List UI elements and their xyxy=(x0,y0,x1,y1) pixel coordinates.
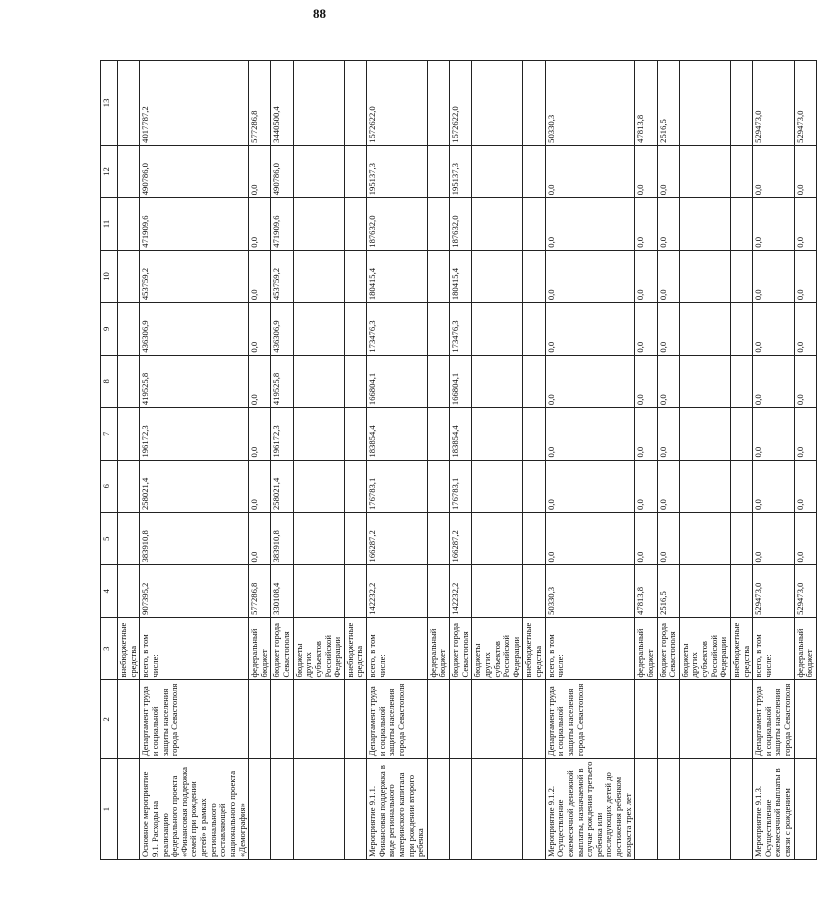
amount-cell: 0,0 xyxy=(657,198,679,250)
table-row xyxy=(472,61,523,860)
amount-cell: 176783,1 xyxy=(367,460,428,512)
amount-cell xyxy=(523,250,545,302)
amount-cell: 0,0 xyxy=(657,250,679,302)
funding-source-cell: федеральный бюджет xyxy=(427,617,449,680)
amount-cell xyxy=(293,460,344,512)
amount-cell xyxy=(679,512,730,564)
amount-cell: 183854,4 xyxy=(450,408,472,460)
measure-name-cell xyxy=(427,759,449,860)
amount-cell: 173476,3 xyxy=(450,303,472,355)
table-row xyxy=(271,61,293,860)
amount-cell xyxy=(523,303,545,355)
executor-cell: Департамент труда и социальной защиты населения города Севастополя xyxy=(367,680,428,759)
table-body xyxy=(118,61,817,860)
column-header: 8 xyxy=(101,355,118,407)
amount-cell: 258021,4 xyxy=(140,460,249,512)
amount-cell xyxy=(118,355,140,407)
table-row xyxy=(657,61,679,860)
amount-cell: 383910,8 xyxy=(271,512,293,564)
amount-cell: 0,0 xyxy=(794,460,816,512)
measure-name-cell xyxy=(635,759,657,860)
table-row xyxy=(293,61,344,860)
measure-name-cell xyxy=(249,759,271,860)
amount-cell: 176783,1 xyxy=(450,460,472,512)
amount-cell xyxy=(730,565,752,617)
amount-cell xyxy=(472,250,523,302)
amount-cell xyxy=(472,61,523,146)
amount-cell xyxy=(427,460,449,512)
amount-cell xyxy=(730,512,752,564)
amount-cell: 0,0 xyxy=(249,512,271,564)
funding-source-cell: внебюджетные средства xyxy=(118,617,140,680)
amount-cell xyxy=(118,565,140,617)
amount-cell xyxy=(730,303,752,355)
amount-cell: 383910,8 xyxy=(140,512,249,564)
amount-cell xyxy=(293,512,344,564)
amount-cell: 529473,0 xyxy=(753,565,795,617)
measure-name-cell xyxy=(730,759,752,860)
amount-cell xyxy=(293,303,344,355)
column-header: 11 xyxy=(101,198,118,250)
amount-cell xyxy=(118,145,140,197)
page-number: 88 xyxy=(313,6,326,21)
amount-cell: 0,0 xyxy=(545,250,635,302)
column-header: 3 xyxy=(101,617,118,680)
amount-cell: 166804,1 xyxy=(450,355,472,407)
column-header: 6 xyxy=(101,460,118,512)
amount-cell xyxy=(472,198,523,250)
funding-source-cell: бюджет города Севастополя xyxy=(450,617,472,680)
amount-cell xyxy=(118,512,140,564)
amount-cell: 2516,5 xyxy=(657,565,679,617)
column-header: 4 xyxy=(101,565,118,617)
amount-cell xyxy=(293,355,344,407)
rotated-table-container xyxy=(100,60,815,860)
amount-cell xyxy=(427,303,449,355)
amount-cell: 0,0 xyxy=(545,145,635,197)
amount-cell: 490786,0 xyxy=(140,145,249,197)
amount-cell xyxy=(427,198,449,250)
measure-name-cell xyxy=(523,759,545,860)
amount-cell: 529473,0 xyxy=(794,565,816,617)
amount-cell: 196172,3 xyxy=(271,408,293,460)
amount-cell: 0,0 xyxy=(545,408,635,460)
column-header: 1 xyxy=(101,759,118,860)
amount-cell: 0,0 xyxy=(249,250,271,302)
measure-name-cell: Мероприятие 9.1.1. Финансовая поддержка в виде регионального материнского капитала при рождении второго ребенка xyxy=(367,759,428,860)
amount-cell xyxy=(293,198,344,250)
amount-cell xyxy=(293,565,344,617)
amount-cell xyxy=(523,512,545,564)
amount-cell: 907395,2 xyxy=(140,565,249,617)
amount-cell: 0,0 xyxy=(635,460,657,512)
amount-cell xyxy=(118,408,140,460)
amount-cell xyxy=(293,250,344,302)
column-header: 13 xyxy=(101,61,118,146)
amount-cell: 529473,0 xyxy=(753,61,795,146)
amount-cell xyxy=(523,198,545,250)
amount-cell: 47813,8 xyxy=(635,61,657,146)
amount-cell: 0,0 xyxy=(635,145,657,197)
amount-cell xyxy=(730,198,752,250)
funding-source-cell: всего, в том числе: xyxy=(367,617,428,680)
funding-source-cell: бюджет города Севастополя xyxy=(657,617,679,680)
budget-table xyxy=(100,60,817,860)
amount-cell: 0,0 xyxy=(657,303,679,355)
amount-cell xyxy=(427,61,449,146)
amount-cell: 187632,0 xyxy=(367,198,428,250)
amount-cell xyxy=(293,408,344,460)
table-row xyxy=(344,61,366,860)
amount-cell: 50330,3 xyxy=(545,565,635,617)
table-row xyxy=(753,61,795,860)
amount-cell: 0,0 xyxy=(794,250,816,302)
amount-cell: 196172,3 xyxy=(140,408,249,460)
amount-cell xyxy=(344,355,366,407)
measure-name-cell xyxy=(657,759,679,860)
amount-cell xyxy=(118,198,140,250)
amount-cell: 436306,9 xyxy=(140,303,249,355)
funding-source-cell: бюджеты других субъектов Российской Федерации xyxy=(679,617,730,680)
table-row xyxy=(635,61,657,860)
amount-cell xyxy=(472,303,523,355)
amount-cell: 0,0 xyxy=(249,303,271,355)
amount-cell xyxy=(118,250,140,302)
header-row xyxy=(101,61,118,860)
table-row xyxy=(140,61,249,860)
amount-cell: 180415,4 xyxy=(450,250,472,302)
table-row xyxy=(523,61,545,860)
column-header: 5 xyxy=(101,512,118,564)
amount-cell: 2516,5 xyxy=(657,61,679,146)
amount-cell: 142232,2 xyxy=(367,565,428,617)
table-row xyxy=(794,61,816,860)
amount-cell: 166804,1 xyxy=(367,355,428,407)
amount-cell: 471909,6 xyxy=(271,198,293,250)
amount-cell xyxy=(679,565,730,617)
measure-name-cell xyxy=(118,759,140,860)
amount-cell: 1572622,0 xyxy=(450,61,472,146)
amount-cell xyxy=(523,355,545,407)
amount-cell xyxy=(293,61,344,146)
measure-name-cell xyxy=(344,759,366,860)
amount-cell: 0,0 xyxy=(545,512,635,564)
executor-cell xyxy=(523,680,545,759)
amount-cell: 0,0 xyxy=(249,355,271,407)
funding-source-cell: всего, в том числе: xyxy=(140,617,249,680)
amount-cell: 0,0 xyxy=(794,198,816,250)
amount-cell xyxy=(730,61,752,146)
amount-cell xyxy=(730,355,752,407)
amount-cell: 0,0 xyxy=(657,460,679,512)
amount-cell: 577286,8 xyxy=(249,61,271,146)
amount-cell: 0,0 xyxy=(657,355,679,407)
table-row xyxy=(249,61,271,860)
table-row xyxy=(545,61,635,860)
amount-cell: 0,0 xyxy=(545,303,635,355)
amount-cell xyxy=(679,408,730,460)
amount-cell: 0,0 xyxy=(753,512,795,564)
executor-cell xyxy=(635,680,657,759)
amount-cell: 577286,8 xyxy=(249,565,271,617)
funding-source-cell: внебюджетные средства xyxy=(523,617,545,680)
amount-cell: 0,0 xyxy=(794,408,816,460)
amount-cell: 4017787,2 xyxy=(140,61,249,146)
amount-cell xyxy=(344,408,366,460)
amount-cell xyxy=(427,355,449,407)
amount-cell: 471909,6 xyxy=(140,198,249,250)
amount-cell xyxy=(344,565,366,617)
amount-cell xyxy=(679,250,730,302)
measure-name-cell xyxy=(794,759,816,860)
amount-cell: 330108,4 xyxy=(271,565,293,617)
executor-cell xyxy=(249,680,271,759)
measure-name-cell xyxy=(271,759,293,860)
amount-cell xyxy=(344,512,366,564)
amount-cell: 436306,9 xyxy=(271,303,293,355)
amount-cell xyxy=(472,512,523,564)
amount-cell: 0,0 xyxy=(249,408,271,460)
amount-cell xyxy=(118,303,140,355)
executor-cell xyxy=(657,680,679,759)
amount-cell: 142232,2 xyxy=(450,565,472,617)
executor-cell xyxy=(730,680,752,759)
amount-cell: 166287,2 xyxy=(450,512,472,564)
amount-cell: 0,0 xyxy=(635,303,657,355)
amount-cell xyxy=(344,460,366,512)
executor-cell: Департамент труда и социальной защиты населения города Севастополя xyxy=(545,680,635,759)
amount-cell: 529473,0 xyxy=(794,61,816,146)
amount-cell xyxy=(118,460,140,512)
amount-cell xyxy=(427,250,449,302)
scanned-page xyxy=(100,60,815,860)
measure-name-cell xyxy=(679,759,730,860)
amount-cell: 0,0 xyxy=(657,145,679,197)
funding-source-cell: всего, в том числе: xyxy=(545,617,635,680)
amount-cell: 0,0 xyxy=(753,145,795,197)
amount-cell: 0,0 xyxy=(794,512,816,564)
amount-cell: 0,0 xyxy=(753,303,795,355)
measure-name-cell: Основное мероприятие 9.1. Расходы на реализацию федерального проекта «Финансовая поддержка семей при рождении детей» в рамках регионального составляющей национального проекта «Демография» xyxy=(140,759,249,860)
executor-cell xyxy=(271,680,293,759)
executor-cell xyxy=(293,680,344,759)
amount-cell xyxy=(472,408,523,460)
table-row xyxy=(367,61,428,860)
amount-cell: 180415,4 xyxy=(367,250,428,302)
amount-cell: 173476,3 xyxy=(367,303,428,355)
column-header: 2 xyxy=(101,680,118,759)
funding-source-cell: федеральный бюджет xyxy=(794,617,816,680)
amount-cell: 0,0 xyxy=(753,250,795,302)
amount-cell: 195137,3 xyxy=(367,145,428,197)
amount-cell: 419525,8 xyxy=(140,355,249,407)
executor-cell: Департамент труда и социальной защиты населения города Севастополя xyxy=(753,680,795,759)
funding-source-cell: бюджеты других субъектов Российской Федерации xyxy=(472,617,523,680)
amount-cell: 0,0 xyxy=(635,355,657,407)
column-header: 12 xyxy=(101,145,118,197)
amount-cell xyxy=(730,250,752,302)
amount-cell: 166287,2 xyxy=(367,512,428,564)
amount-cell xyxy=(427,512,449,564)
amount-cell xyxy=(344,61,366,146)
amount-cell: 1572622,0 xyxy=(367,61,428,146)
measure-name-cell: Мероприятие 9.1.2. Осуществление ежемесячной денежной выплаты, назначаемой в случае рождения третьего ребенка или последующих детей до достижения ребенком возраста трех лет xyxy=(545,759,635,860)
amount-cell: 258021,4 xyxy=(271,460,293,512)
amount-cell: 0,0 xyxy=(545,355,635,407)
amount-cell: 419525,8 xyxy=(271,355,293,407)
amount-cell xyxy=(344,303,366,355)
amount-cell: 0,0 xyxy=(657,408,679,460)
funding-source-cell: бюджет города Севастополя xyxy=(271,617,293,680)
amount-cell xyxy=(523,61,545,146)
amount-cell xyxy=(472,145,523,197)
table-row xyxy=(730,61,752,860)
table-row xyxy=(679,61,730,860)
amount-cell: 0,0 xyxy=(794,355,816,407)
funding-source-cell: внебюджетные средства xyxy=(730,617,752,680)
amount-cell xyxy=(344,250,366,302)
amount-cell: 0,0 xyxy=(753,355,795,407)
amount-cell: 0,0 xyxy=(249,198,271,250)
amount-cell: 0,0 xyxy=(545,460,635,512)
amount-cell xyxy=(344,145,366,197)
amount-cell: 0,0 xyxy=(635,408,657,460)
amount-cell: 453759,2 xyxy=(140,250,249,302)
funding-source-cell: федеральный бюджет xyxy=(635,617,657,680)
measure-name-cell xyxy=(450,759,472,860)
amount-cell xyxy=(523,565,545,617)
amount-cell: 490786,0 xyxy=(271,145,293,197)
amount-cell xyxy=(679,61,730,146)
funding-source-cell: федеральный бюджет xyxy=(249,617,271,680)
column-header: 10 xyxy=(101,250,118,302)
amount-cell: 3440500,4 xyxy=(271,61,293,146)
column-header: 7 xyxy=(101,408,118,460)
amount-cell: 0,0 xyxy=(635,198,657,250)
amount-cell xyxy=(679,145,730,197)
amount-cell: 0,0 xyxy=(635,250,657,302)
amount-cell xyxy=(679,198,730,250)
amount-cell xyxy=(472,565,523,617)
amount-cell xyxy=(427,408,449,460)
amount-cell xyxy=(523,408,545,460)
executor-cell: Департамент труда и социальной защиты населения города Севастополя xyxy=(140,680,249,759)
amount-cell xyxy=(730,145,752,197)
funding-source-cell: бюджеты других субъектов Российской Федерации xyxy=(293,617,344,680)
amount-cell xyxy=(427,565,449,617)
amount-cell xyxy=(730,460,752,512)
amount-cell: 0,0 xyxy=(794,303,816,355)
amount-cell: 0,0 xyxy=(753,460,795,512)
executor-cell xyxy=(344,680,366,759)
executor-cell xyxy=(450,680,472,759)
executor-cell xyxy=(427,680,449,759)
amount-cell xyxy=(679,355,730,407)
amount-cell: 47813,8 xyxy=(635,565,657,617)
executor-cell xyxy=(679,680,730,759)
amount-cell: 0,0 xyxy=(635,512,657,564)
amount-cell xyxy=(523,460,545,512)
amount-cell: 183854,4 xyxy=(367,408,428,460)
amount-cell xyxy=(472,460,523,512)
amount-cell: 50330,3 xyxy=(545,61,635,146)
executor-cell xyxy=(118,680,140,759)
measure-name-cell xyxy=(293,759,344,860)
executor-cell xyxy=(472,680,523,759)
amount-cell xyxy=(344,198,366,250)
amount-cell: 0,0 xyxy=(753,408,795,460)
amount-cell: 187632,0 xyxy=(450,198,472,250)
amount-cell: 0,0 xyxy=(794,145,816,197)
amount-cell: 0,0 xyxy=(249,145,271,197)
amount-cell: 0,0 xyxy=(753,198,795,250)
amount-cell xyxy=(679,303,730,355)
table-row xyxy=(118,61,140,860)
funding-source-cell: внебюджетные средства xyxy=(344,617,366,680)
amount-cell xyxy=(427,145,449,197)
table-row xyxy=(450,61,472,860)
amount-cell: 453759,2 xyxy=(271,250,293,302)
measure-name-cell xyxy=(472,759,523,860)
measure-name-cell: Мероприятие 9.1.3. Осуществление ежемесячной выплаты в связи с рождением xyxy=(753,759,795,860)
executor-cell xyxy=(794,680,816,759)
table-row xyxy=(427,61,449,860)
amount-cell xyxy=(730,408,752,460)
amount-cell xyxy=(679,460,730,512)
amount-cell xyxy=(472,355,523,407)
funding-source-cell: всего, в том числе: xyxy=(753,617,795,680)
amount-cell: 0,0 xyxy=(657,512,679,564)
amount-cell: 0,0 xyxy=(545,198,635,250)
amount-cell: 195137,3 xyxy=(450,145,472,197)
amount-cell xyxy=(293,145,344,197)
amount-cell xyxy=(118,61,140,146)
amount-cell: 0,0 xyxy=(249,460,271,512)
amount-cell xyxy=(523,145,545,197)
column-header: 9 xyxy=(101,303,118,355)
